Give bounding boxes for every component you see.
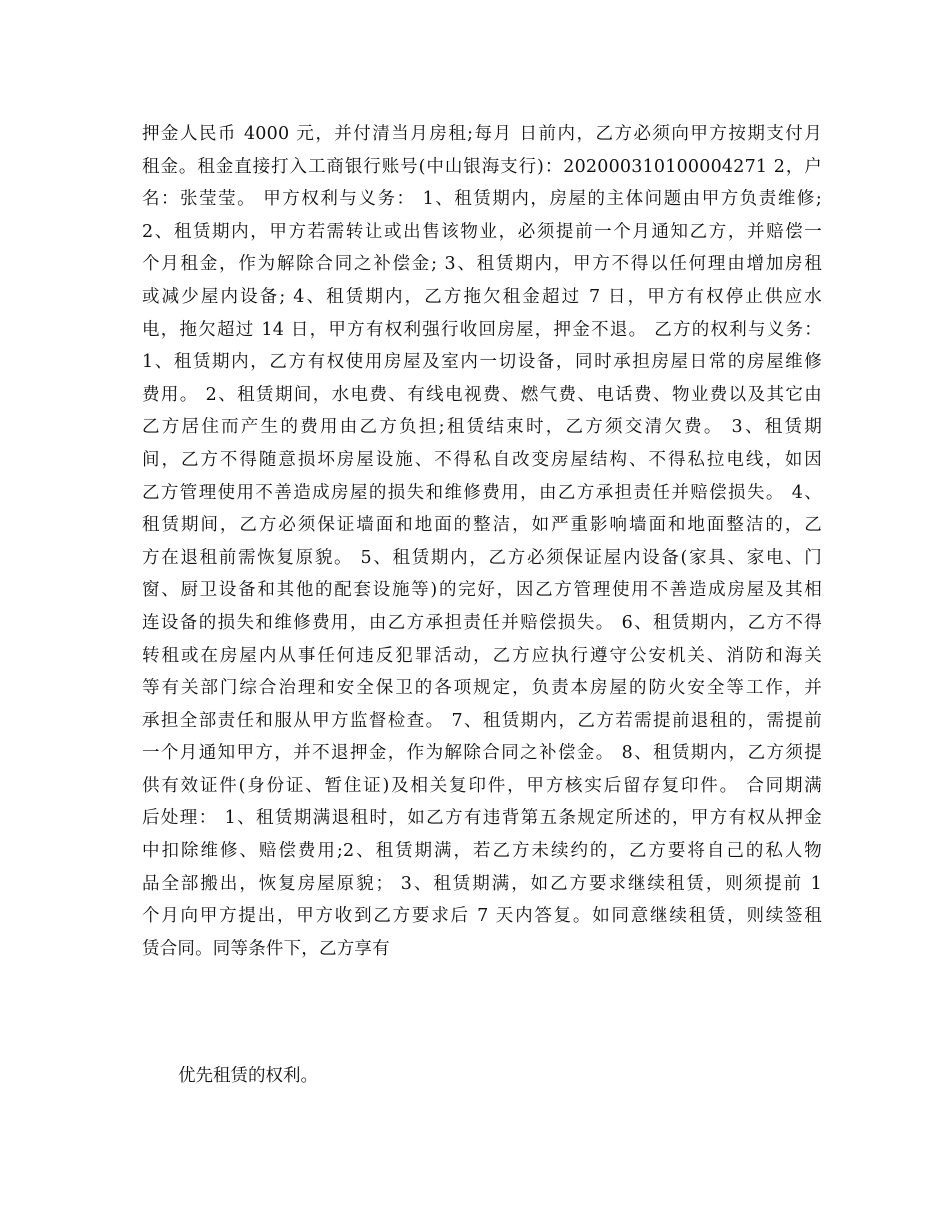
text-line: 一个月通知甲方，并不退押金，作为解除合同之补偿金。 8、租赁期内，乙方须提: [142, 743, 822, 764]
text-line: 费用。 2、租赁期间，水电费、有线电视费、燃气费、电话费、物业费以及其它由: [142, 384, 822, 405]
text-line: 中扣除维修、赔偿费用;2、租赁期满，若乙方未续约的，乙方要将自己的私人物: [142, 841, 822, 862]
text-line: 窗、厨卫设备和其他的配套设施等)的完好，因乙方管理使用不善造成房屋及其相: [142, 580, 822, 601]
text-line: 连设备的损失和维修费用，由乙方承担责任并赔偿损失。 6、租赁期内，乙方不得: [142, 612, 822, 633]
contract-body: [142, 118, 822, 965]
text-line: 1、租赁期内，乙方有权使用房屋及室内一切设备，同时承担房屋日常的房屋维修: [142, 352, 822, 373]
text-line: 转租或在房屋内从事任何违反犯罪活动，乙方应执行遵守公安机关、消防和海关: [142, 645, 822, 666]
text-line: 个月向甲方提出，甲方收到乙方要求后 7 天内答复。如同意继续租赁，则续签租: [142, 906, 822, 927]
paragraph-continuation: 优先租赁的权利。: [178, 1066, 318, 1086]
text-line: 名：张莹莹。 甲方权利与义务： 1、租赁期内，房屋的主体问题由甲方负责维修;: [142, 189, 822, 210]
text-line: 后处理： 1、租赁期满退租时，如乙方有违背第五条规定所述的，甲方有权从押金: [142, 808, 822, 829]
text-line: 品全部搬出，恢复房屋原貌； 3、租赁期满，如乙方要求继续租赁，则须提前 1: [142, 873, 822, 894]
text-line: 赁合同。同等条件下，乙方享有: [142, 938, 390, 959]
text-line: 押金人民币 4000 元，并付清当月房租;每月 日前内，乙方必须向甲方按期支付月: [142, 124, 822, 144]
text-line: 方在退租前需恢复原貌。 5、租赁期内，乙方必须保证屋内设备(家具、家电、门: [142, 547, 822, 568]
text-line: 承担全部责任和服从甲方监督检查。 7、租赁期内，乙方若需提前退租的，需提前: [142, 710, 822, 731]
text-line: 2、租赁期内，甲方若需转让或出售该物业，必须提前一个月通知乙方，并赔偿一: [142, 221, 822, 242]
text-line: 供有效证件(身份证、暂住证)及相关复印件，甲方核实后留存复印件。 合同期满: [142, 775, 822, 796]
text-line: 或减少屋内设备; 4、租赁期内，乙方拖欠租金超过 7 日，甲方有权停止供应水: [142, 286, 822, 307]
text-line: 个月租金，作为解除合同之补偿金; 3、租赁期内，甲方不得以任何理由增加房租: [142, 254, 822, 275]
text-line: 租金。租金直接打入工商银行账号(中山银海支行)：202000310100004271 2，户: [142, 156, 822, 177]
text-line: 间，乙方不得随意损坏房屋设施、不得私自改变房屋结构、不得私拉电线，如因: [142, 449, 822, 470]
text-line: 乙方管理使用不善造成房屋的损失和维修费用，由乙方承担责任并赔偿损失。 4、: [142, 482, 822, 503]
text-line: 电，拖欠超过 14 日，甲方有权利强行收回房屋，押金不退。 乙方的权利与义务：: [142, 319, 822, 340]
text-line: 乙方居住而产生的费用由乙方负担;租赁结束时，乙方须交清欠费。 3、租赁期: [142, 417, 822, 438]
text-line: 租赁期间，乙方必须保证墙面和地面的整洁，如严重影响墙面和地面整洁的，乙: [142, 515, 822, 536]
text-line: 等有关部门综合治理和安全保卫的各项规定，负责本房屋的防火安全等工作，并: [142, 678, 822, 699]
